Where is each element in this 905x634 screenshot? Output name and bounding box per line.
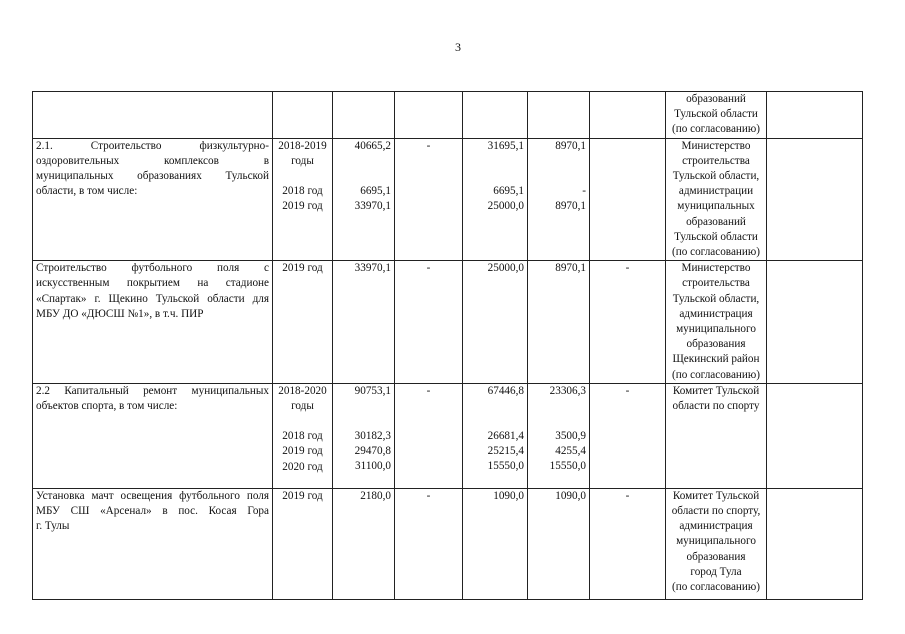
activity-name-cell-line: 2.1. Строительство физкультурно- [36,139,269,152]
term-cell [273,138,333,261]
term-cell-line: 2019 год [282,445,323,458]
table-row [33,488,863,599]
responsible-cell-line: строительства [682,154,750,167]
responsible-cell-line: Щекинский район [672,353,760,366]
total-cell-line [336,414,391,429]
responsible-cell-line: Тульской области, [672,292,760,305]
municipal-budget-cell-line: 8970,1 [555,262,586,275]
term-cell-line: 2018 год [282,185,323,198]
municipal-budget-cell-line: 8970,1 [555,200,586,213]
total-cell-line [336,169,391,184]
regional-budget-cell [463,92,528,139]
page-number: 3 [455,40,461,54]
regional-budget-cell-line: 31695,1 [487,139,524,152]
activity-name-cell-line: области, в том числе: [36,185,138,198]
responsible-cell-line: муниципального [676,323,756,336]
federal-budget-cell [395,92,463,139]
total-cell-line: 31100,0 [355,460,391,473]
municipal-budget-cell-line: 1090,0 [555,489,586,502]
empty-cell [767,92,863,139]
other-sources-cell [590,138,666,261]
regional-budget-cell-line [466,414,524,429]
responsible-cell-line: (по согласованию) [672,246,760,259]
responsible-cell-line: образований [686,215,746,228]
activity-name-cell [33,261,273,384]
responsible-cell-line: администрации [678,185,754,198]
municipal-budget-cell-line: 4255,4 [555,445,586,458]
federal-budget-cell [395,488,463,599]
activity-name-cell [33,488,273,599]
responsible-cell-line: (по согласованию) [672,368,760,381]
other-sources-cell-value: - [625,262,630,275]
term-cell-line [276,414,329,429]
other-sources-cell-value: - [625,489,630,502]
empty-cell [767,488,863,599]
responsible-cell [666,261,767,384]
responsible-cell [666,92,767,139]
total-cell [333,92,395,139]
regional-budget-cell [463,488,528,599]
activity-name-cell-line: МБУ СШ «Арсенал» в пос. Косая Гора [36,505,269,518]
total-cell-line [336,399,391,414]
responsible-cell-line: Комитет Тульской [672,384,760,397]
term-cell [273,383,333,488]
municipal-budget-cell-line [531,169,586,184]
responsible-cell-line: образования [686,338,746,351]
table-row [33,92,863,139]
responsible-cell-line: администрация [679,520,753,533]
total-cell-line: 40665,2 [354,139,391,152]
other-sources-cell [590,383,666,488]
municipal-budget-cell [528,383,590,488]
term-cell-line [276,169,329,184]
activity-name-cell-line: Установка мачт освещения футбольного поля [36,489,269,502]
term-cell-line: годы [291,400,314,413]
municipal-budget-cell [528,488,590,599]
total-cell [333,138,395,261]
regional-budget-cell-line: 25000,0 [487,262,524,275]
regional-budget-cell-line: 6695,1 [493,184,524,197]
municipal-budget-cell-line: 3500,9 [555,430,586,443]
activity-name-cell [33,92,273,139]
total-cell [333,383,395,488]
regional-budget-cell-line: 25215,4 [487,445,524,458]
regional-budget-cell-line [466,154,524,169]
table-row [33,261,863,384]
term-cell [273,92,333,139]
federal-budget-cell [395,261,463,384]
responsible-cell-line: Тульской области [674,108,758,121]
responsible-cell-line: Тульской области [674,230,758,243]
responsible-cell-line: строительства [682,277,750,290]
municipal-budget-cell [528,92,590,139]
other-sources-cell [590,261,666,384]
federal-budget-cell-value: - [426,384,431,397]
total-cell [333,488,395,599]
responsible-cell-line: области по спорту [672,400,760,413]
regional-budget-cell-line: 25000,0 [487,200,524,213]
responsible-cell-line: области по спорту, [671,505,761,518]
regional-budget-cell [463,261,528,384]
total-cell-line: 33970,1 [354,200,391,213]
regional-budget-cell-line: 1090,0 [493,489,524,502]
total-cell [333,261,395,384]
activity-name-cell-line: муниципальных образованиях Тульской [36,170,269,183]
activity-name-cell [33,383,273,488]
empty-cell [767,138,863,261]
term-cell-line: 2019 год [282,262,323,275]
other-sources-cell [590,488,666,599]
term-cell-line: годы [291,154,314,167]
responsible-cell-line: Тульской области, [672,170,760,183]
term-cell [273,261,333,384]
term-cell-line: 2018-2019 [278,139,327,152]
municipal-budget-cell-line [531,154,586,169]
empty-cell [767,261,863,384]
total-cell-line: 29470,8 [354,445,391,458]
regional-budget-cell [463,383,528,488]
federal-budget-cell-value: - [426,139,431,152]
municipal-budget-cell [528,261,590,384]
total-cell-line: 30182,3 [354,430,391,443]
municipal-budget-cell-line: - [582,184,586,197]
activity-name-cell-line: МБУ ДО «ДЮСШ №1», в т.ч. ПИР [36,307,204,320]
responsible-cell [666,488,767,599]
table-row [33,383,863,488]
responsible-cell-line: образований [686,93,746,105]
municipal-budget-cell-line: 8970,1 [555,139,586,152]
term-cell-line: 2018-2020 [278,384,327,397]
activity-name-cell-line: 2.2 Капитальный ремонт муниципальных [36,384,269,397]
responsible-cell-line: город Тула [690,565,742,578]
federal-budget-cell-value: - [426,489,431,502]
activity-name-cell [33,138,273,261]
responsible-cell-line: (по согласованию) [672,581,760,594]
activity-name-cell-line: оздоровительных комплексов в [36,154,269,167]
responsible-cell-line: муниципальных [677,200,755,213]
regional-budget-cell-line [466,399,524,414]
term-cell-line: 2019 год [282,489,323,502]
responsible-cell-line: Комитет Тульской [672,489,760,502]
activity-name-cell-line: искусственным покрытием на стадионе [36,277,269,290]
activity-name-cell-line: г. Тулы [36,520,70,533]
responsible-cell-line: образования [686,550,746,563]
responsible-cell-line: Министерство [681,262,751,275]
municipal-budget-cell [528,138,590,261]
federal-budget-cell-value: - [426,262,431,275]
term-cell-line: 2018 год [282,430,323,443]
activity-name-cell-line: «Спартак» г. Щекино Тульской области для [36,292,269,305]
federal-budget-cell [395,138,463,261]
responsible-cell [666,383,767,488]
regional-budget-cell [463,138,528,261]
regional-budget-cell-line [466,169,524,184]
municipal-budget-cell-line: 15550,0 [549,460,586,473]
activity-name-cell-line: Строительство футбольного поля с [36,262,269,275]
other-sources-cell-value: - [625,384,630,397]
responsible-cell-line: муниципального [676,535,756,548]
regional-budget-cell-line: 67446,8 [487,384,524,397]
regional-budget-cell-line: 15550,0 [487,460,524,473]
total-cell-line: 33970,1 [354,262,391,275]
term-cell-line: 2019 год [282,200,323,213]
regional-budget-cell-line: 26681,4 [487,430,524,443]
term-cell [273,488,333,599]
total-cell-line [336,154,391,169]
municipal-budget-cell-line [531,414,586,429]
responsible-cell-line: (по согласованию) [672,123,760,136]
municipal-budget-cell-line [531,399,586,414]
municipal-budget-cell-line: 23306,3 [549,384,586,397]
term-cell-line: 2020 год [282,460,323,473]
other-sources-cell [590,92,666,139]
table-row [33,138,863,261]
responsible-cell-line: Министерство [681,139,751,152]
total-cell-line: 2180,0 [360,489,391,502]
empty-cell [767,383,863,488]
activity-name-cell-line: объектов спорта, в том числе: [36,400,178,413]
total-cell-line: 90753,1 [354,384,391,397]
federal-budget-cell [395,383,463,488]
total-cell-line: 6695,1 [360,184,391,197]
program-activities-table [32,91,863,600]
responsible-cell-line: администрация [679,307,753,320]
responsible-cell [666,138,767,261]
